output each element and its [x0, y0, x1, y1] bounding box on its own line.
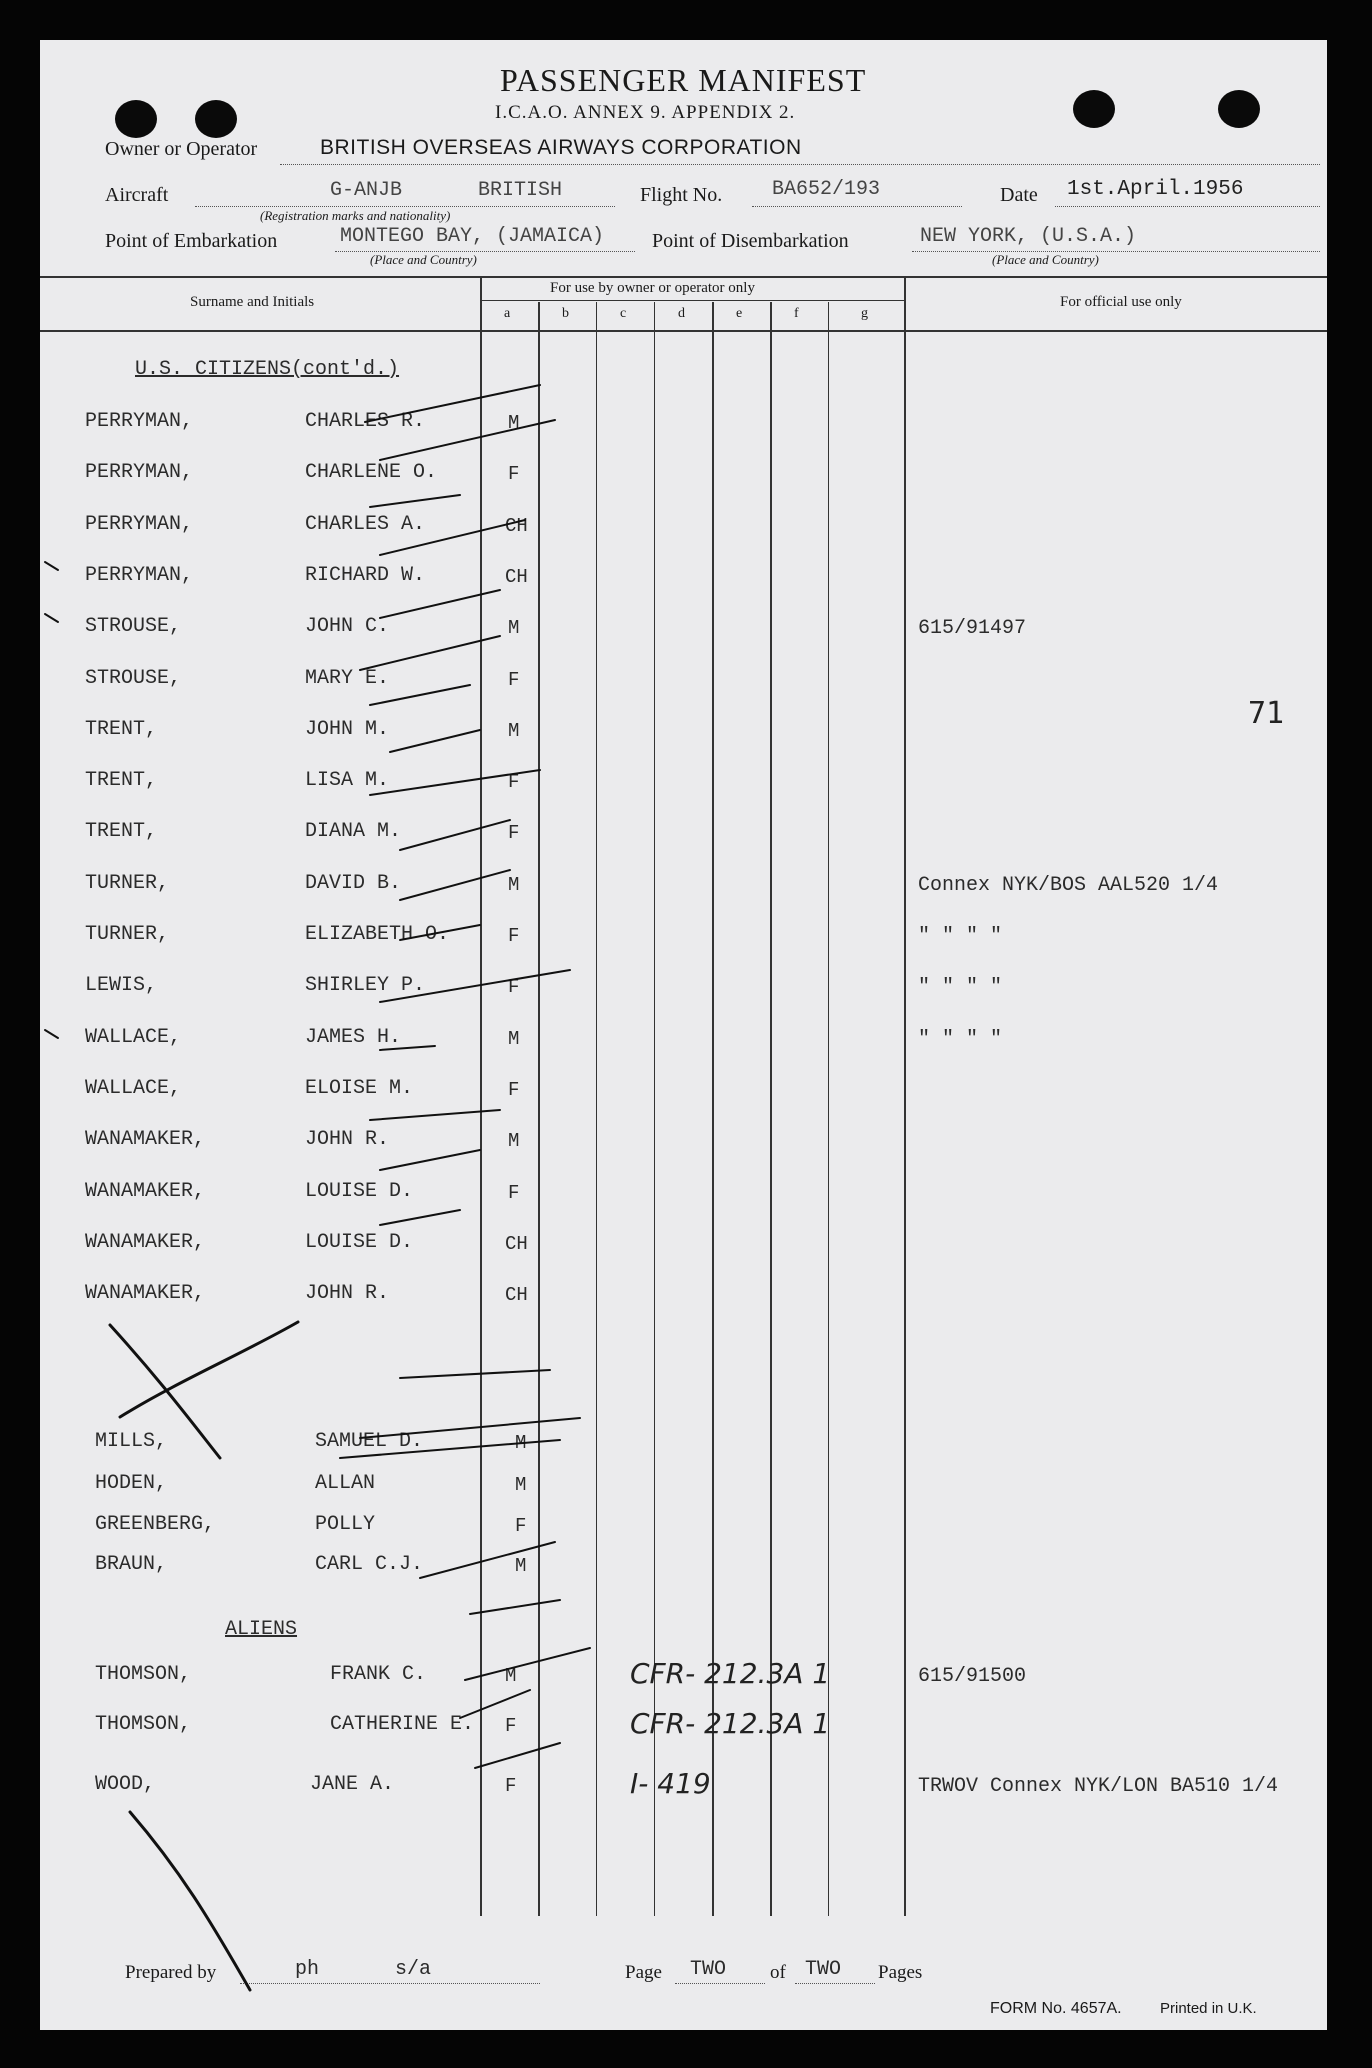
table-row	[40, 667, 1327, 707]
table-row	[40, 923, 1327, 963]
table-row	[40, 1231, 1327, 1271]
table-row	[40, 461, 1327, 501]
passenger-surname: WALLACE,	[85, 1025, 182, 1049]
punch-hole-1	[115, 100, 157, 138]
col-letter-e: e	[736, 306, 743, 321]
passenger-sex: M	[515, 1432, 527, 1454]
passenger-sex: F	[508, 976, 520, 999]
col-letter-c: c	[620, 306, 627, 321]
col-header-owner: For use by owner or operator only	[550, 280, 755, 296]
passenger-given-names: LOUISE D.	[305, 1230, 414, 1254]
passenger-sex: M	[515, 1555, 527, 1577]
table-row	[40, 872, 1327, 912]
passenger-given-names: SAMUEL D.	[315, 1430, 424, 1453]
passenger-given-names: CHARLENE O.	[305, 461, 438, 485]
passenger-given-names: MARY E.	[305, 666, 390, 690]
passenger-surname: WANAMAKER,	[85, 1179, 206, 1203]
passenger-given-names: JOHN M.	[305, 717, 390, 741]
table-row	[40, 718, 1327, 758]
passenger-given-names: LOUISE D.	[305, 1179, 414, 1203]
table-row	[40, 1430, 1327, 1470]
passenger-given-names: POLLY	[315, 1513, 376, 1536]
punch-hole-2	[195, 100, 237, 138]
table-row	[40, 1657, 1327, 1703]
passenger-surname: STROUSE,	[85, 615, 182, 639]
aircraft-label: Aircraft	[105, 184, 169, 206]
punch-hole-3	[1073, 90, 1115, 128]
passenger-given-names: ELIZABETH O.	[305, 923, 450, 946]
handwritten-code: CFR- 212.3A 1	[630, 1707, 831, 1740]
disembarkation-value: NEW YORK, (U.S.A.)	[920, 225, 1137, 248]
page-subtitle: I.C.A.O. ANNEX 9. APPENDIX 2.	[495, 102, 796, 123]
table-row	[40, 1472, 1327, 1512]
passenger-sex: F	[508, 925, 520, 947]
table-row	[40, 820, 1327, 860]
passenger-given-names: CHARLES A.	[305, 512, 426, 536]
passenger-given-names: JOHN C.	[305, 615, 390, 639]
table-row	[40, 769, 1327, 809]
margin-number: 71	[1248, 696, 1285, 731]
passenger-given-names: CARL C.J.	[315, 1553, 424, 1576]
passenger-sex: M	[508, 1027, 520, 1050]
of-label: of	[770, 1962, 786, 1983]
table-row	[40, 410, 1327, 450]
passenger-given-names: RICHARD W.	[305, 563, 426, 587]
passenger-sex: F	[508, 1078, 520, 1101]
table-row	[40, 1282, 1327, 1322]
passenger-given-names: CATHERINE E.	[330, 1713, 475, 1736]
official-note: Connex NYK/BOS AAL520 1/4	[918, 873, 1219, 897]
passenger-surname: WANAMAKER,	[85, 1282, 206, 1306]
passenger-sex: M	[508, 873, 520, 896]
official-note: TRWOV Connex NYK/LON BA510 1/4	[918, 1775, 1279, 1798]
section-us-citizens: U.S. CITIZENS(cont'd.)	[135, 358, 400, 381]
table-row	[40, 1513, 1327, 1553]
passenger-sex: F	[515, 1515, 527, 1537]
passenger-surname: BRAUN,	[95, 1553, 168, 1576]
aircraft-nationality: BRITISH	[478, 179, 563, 202]
passenger-sex: M	[508, 719, 520, 742]
prepared-label: Prepared by	[125, 1962, 217, 1983]
passenger-given-names: JANE A.	[310, 1773, 395, 1796]
passenger-surname: WANAMAKER,	[85, 1230, 206, 1254]
passenger-sex: F	[508, 463, 520, 486]
table-row	[40, 513, 1327, 553]
table-row	[40, 1553, 1327, 1593]
page-label: Page	[625, 1962, 662, 1983]
embarkation-value: MONTEGO BAY, (JAMAICA)	[340, 225, 605, 248]
passenger-given-names: SHIRLEY P.	[305, 974, 426, 998]
passenger-sex: F	[508, 771, 520, 794]
section-aliens: ALIENS	[225, 1618, 298, 1641]
passenger-surname: PERRYMAN,	[85, 512, 194, 536]
form-number: FORM No. 4657A.	[990, 2000, 1122, 2017]
col-header-official: For official use only	[1060, 294, 1182, 310]
passenger-surname: PERRYMAN,	[85, 563, 194, 587]
passenger-surname: MILLS,	[95, 1430, 168, 1453]
handwritten-code: I- 419	[630, 1767, 711, 1800]
col-letter-g: g	[861, 306, 868, 321]
passenger-surname: STROUSE,	[85, 666, 182, 690]
passenger-surname: THOMSON,	[95, 1713, 192, 1736]
passenger-surname: WOOD,	[95, 1773, 156, 1796]
col-letter-d: d	[678, 306, 685, 321]
table-row	[40, 1128, 1327, 1168]
passenger-surname: THOMSON,	[95, 1663, 192, 1686]
passenger-given-names: DIANA M.	[305, 820, 402, 844]
punch-hole-4	[1218, 90, 1260, 128]
table-row	[40, 974, 1327, 1014]
passenger-sex: CH	[505, 514, 528, 537]
manifest-sheet	[40, 40, 1327, 2030]
passenger-surname: HODEN,	[95, 1472, 168, 1495]
passenger-sex: F	[508, 668, 520, 691]
embarkation-caption: (Place and Country)	[370, 252, 477, 267]
embarkation-label: Point of Embarkation	[105, 230, 278, 252]
passenger-given-names: JAMES H.	[305, 1025, 402, 1049]
passenger-given-names: ELOISE M.	[305, 1076, 414, 1100]
passenger-given-names: CHARLES R.	[305, 410, 426, 433]
passenger-surname: WANAMAKER,	[85, 1128, 206, 1152]
table-row	[40, 564, 1327, 604]
passenger-surname: WALLACE,	[85, 1076, 182, 1100]
passenger-sex: M	[515, 1474, 527, 1496]
col-letter-a: a	[504, 306, 511, 321]
date-label: Date	[1000, 184, 1038, 206]
flight-value: BA652/193	[772, 178, 881, 201]
passenger-given-names: DAVID B.	[305, 871, 402, 895]
table-row	[40, 615, 1327, 655]
pages-label: Pages	[878, 1962, 923, 1983]
col-header-name: Surname and Initials	[190, 294, 315, 310]
passenger-sex: F	[505, 1715, 517, 1737]
passenger-given-names: JOHN R.	[305, 1282, 390, 1306]
passenger-surname: LEWIS,	[85, 974, 158, 998]
owner-label: Owner or Operator	[105, 138, 258, 160]
date-value: 1st.April.1956	[1067, 178, 1244, 201]
passenger-surname: TRENT,	[85, 769, 158, 793]
prepared-value: ph	[295, 1958, 320, 1981]
table-row	[40, 1077, 1327, 1117]
of-value: TWO	[805, 1958, 842, 1981]
passenger-given-names: LISA M.	[305, 769, 390, 793]
passenger-surname: TURNER,	[85, 871, 170, 895]
official-note: " " " "	[918, 1027, 1003, 1051]
owner-value: BRITISH OVERSEAS AIRWAYS CORPORATION	[320, 136, 802, 159]
passenger-sex: F	[505, 1775, 517, 1797]
col-letter-b: b	[562, 306, 569, 321]
passenger-sex: M	[508, 1130, 520, 1153]
disembarkation-caption: (Place and Country)	[992, 252, 1099, 267]
table-row	[40, 1180, 1327, 1220]
handwritten-code: CFR- 212.3A 1	[630, 1657, 831, 1690]
passenger-sex: CH	[505, 1284, 528, 1307]
passenger-given-names: JOHN R.	[305, 1128, 390, 1152]
aircraft-reg: G-ANJB	[330, 179, 403, 202]
passenger-given-names: FRANK C.	[330, 1663, 427, 1686]
passenger-sex: CH	[505, 565, 528, 588]
flight-label: Flight No.	[640, 184, 723, 206]
passenger-surname: TURNER,	[85, 923, 170, 946]
official-note: " " " "	[918, 925, 1003, 948]
disembarkation-label: Point of Disembarkation	[652, 230, 849, 252]
passenger-sex: F	[508, 1181, 520, 1204]
col-letter-f: f	[794, 306, 799, 321]
passenger-surname: TRENT,	[85, 717, 158, 741]
passenger-sex: M	[505, 1665, 517, 1687]
prepared-suffix: s/a	[395, 1958, 432, 1981]
passenger-given-names: ALLAN	[315, 1472, 376, 1495]
passenger-surname: PERRYMAN,	[85, 461, 194, 485]
passenger-sex: F	[508, 822, 520, 845]
page-title: PASSENGER MANIFEST	[500, 62, 867, 98]
printed-in: Printed in U.K.	[1160, 2000, 1257, 2017]
page-value: TWO	[690, 1958, 727, 1981]
passenger-sex: CH	[505, 1232, 528, 1255]
table-row	[40, 1767, 1327, 1813]
passenger-surname: GREENBERG,	[95, 1513, 216, 1536]
official-note: 615/91497	[918, 617, 1027, 641]
official-note: " " " "	[918, 976, 1003, 1000]
table-row	[40, 1026, 1327, 1066]
passenger-surname: PERRYMAN,	[85, 410, 194, 433]
passenger-surname: TRENT,	[85, 820, 158, 844]
table-row	[40, 1707, 1327, 1753]
passenger-sex: M	[508, 412, 520, 434]
official-note: 615/91500	[918, 1665, 1027, 1688]
aircraft-caption: (Registration marks and nationality)	[260, 208, 451, 223]
passenger-sex: M	[508, 617, 520, 640]
